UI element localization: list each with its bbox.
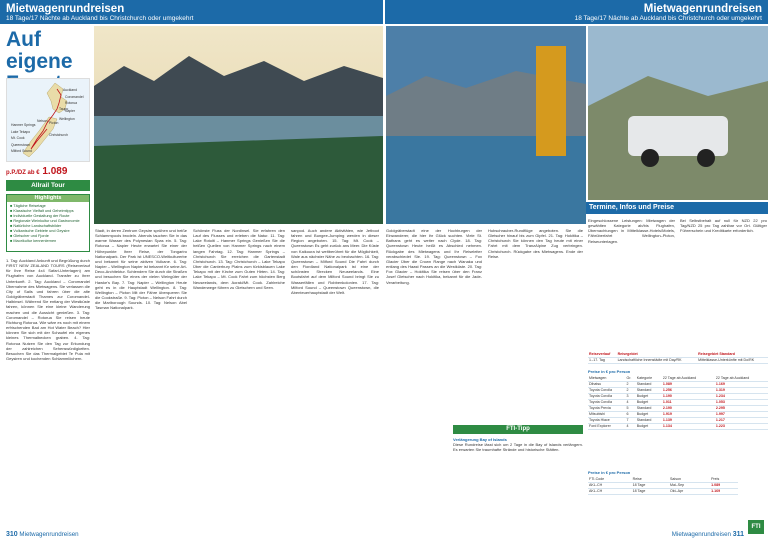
text-column-6: Hubschrauber-Rundflüge angeboten. Sie die Gletscher hinauf bis zum Gipfel. 21. Tag: Hokitika – Christchurch Sie können den Tag heute mit einer Fahrt mit dem TranzAlpine Zug verbringen. Christchurch. Rückgabe des Mietwagens. Ende der Reise.	[488, 228, 583, 259]
cell: 2.295	[715, 406, 768, 412]
cell: Standard	[636, 388, 662, 394]
text-column-4: sanpod. Auch andere Aktivitäten, wie Jetboot fahren und Bungee-Jumping werden in dieser Region angeboten. 15. Tag: Mt. Cook – Queenstown Es geht zurück ans Meer. Die Küste von Kaikoura ist weltberühmt für die Möglichkeit, Wale aus nächster Nähe zu beobachten. 16. Tag: Queenstown – Milford Sound Die Fahrt durch den Fiordland Nationalpark ist eine der schönsten Strecken Neuseelands. Eine Bootsfahrt auf dem Milford Sound bringt Sie zu Wasserfällen und Robbenkolonien. 17. Tag: Milford Sound – Queenstown Queenstown, die Abenteuerhauptstadt der Welt.	[291, 228, 379, 295]
cell: Budget	[636, 394, 662, 400]
map-label: Wellington	[59, 117, 75, 121]
highlight-item: ■ Gletscher und Fjorde	[10, 234, 86, 239]
text-column-1: 1. Tag: Auckland Ankunft und Begrüßung durch FIRST NEW ZEALAND TOURS (Reiseverlauf für Ihre Reise 4x4 Safari-Unterlagen) am Flughafen von Auckland. Transfer zu Ihrer Unterkunft. 2. Tag: Auckland – Coromandel Übernahme des Mietwagens. Sie verlassen die City of Sails und fahren über die alte Goldgräberstadt Thames zur Coromandel-Halbinsel. Während Sie entlang der Westküste fahren, können Sie eine kleine Wanderung machen und die Aussicht genießen. 3. Tag: Coromandel – Rotorua Sie reisen heute Richtung Rotorua. Wie wäre es noch mit einem erfrischenden Bad am Hot Water Beach? Hier können Sie sich mit der Schaufel ein eigenes kleines Thermalbecken graben. 4. Tag: Rotorua Nutzen Sie den Tag zur Erkundung der zahlreichen Sehenswürdigkeiten. Besuchen Sie das Thermalgebiet Te Puia mit Geysiren und kochenden Schlammlöchern.	[6, 258, 90, 361]
cell: 1.217	[715, 418, 768, 424]
cell: 1.169	[715, 382, 768, 388]
fti-tip-subtitle: Verlängerung Bay of Islands	[453, 437, 507, 442]
cell: Mai–Sep	[669, 483, 710, 489]
header-left-title: Mietwagenrundreisen	[6, 3, 125, 15]
cell: Budget	[636, 424, 662, 430]
cell: 1.919	[662, 412, 715, 418]
cell: 4	[626, 400, 636, 406]
table-row	[588, 489, 738, 495]
cell: 2.190	[662, 406, 715, 412]
terms-right: Bei Selbstbehalt auf null für NZD 22 pro Tag/NZD 25 pro Tag zahlbar vor Ort. Gültiger Führerschein und Kreditkarte erforderlich.	[680, 218, 767, 234]
cell: Mitsubishi	[588, 412, 626, 418]
map-label: Milford Sound	[11, 149, 32, 153]
overview-cell: Mittelklasse-Unterkünfte mit Do/RK	[697, 358, 768, 364]
cell: Toyota Previa	[588, 406, 626, 412]
route-map	[6, 78, 90, 162]
page-number-left: 310	[6, 531, 18, 538]
cell: Toyota Corolla	[588, 388, 626, 394]
autumn-image	[386, 26, 586, 224]
cell: Standard	[636, 418, 662, 424]
fti-tip-text: Diese Rundreise lässt sich um 2 Tage in die Bay of Islands verlängern. Es erwarten Sie traumhafte Strände und historische Stätten.	[453, 442, 583, 453]
map-label: Mt. Cook	[11, 136, 25, 140]
cell: Toyota Hiace	[588, 418, 626, 424]
cell: 1.997	[715, 412, 768, 418]
price2-header: Saison	[669, 477, 710, 483]
price2-title: Preise in € pro Person	[588, 470, 631, 475]
price2-header: Preis	[710, 477, 738, 483]
cell: 5	[626, 406, 636, 412]
terms-bar: Termine, Infos und Preise	[586, 202, 768, 214]
highlight-item: ■ Vulkanische Gebiete und Geysire	[10, 229, 86, 234]
cell: AKL-CH	[588, 483, 632, 489]
header-left	[0, 0, 383, 24]
page-number-right: 311	[732, 531, 744, 538]
cell: 1.011	[662, 400, 715, 406]
map-label: Rotorua	[65, 101, 78, 105]
cell: AKL-CH	[588, 489, 632, 495]
cell: 18 Tage	[632, 483, 669, 489]
cell: Toyota Corolla	[588, 394, 626, 400]
cell: Standard	[636, 382, 662, 388]
map-label: Lake Tekapo	[11, 130, 31, 134]
cell: 2	[626, 382, 636, 388]
map-label: Christchurch	[49, 133, 69, 137]
cell: 7	[626, 418, 636, 424]
price-header: Kategorie	[636, 376, 662, 382]
header-right-title: Mietwagenrundreisen	[643, 3, 762, 15]
table-row	[588, 424, 768, 430]
overview-header: Reisegebiet Standard	[697, 352, 768, 358]
price-prefix: p.P./DZ ab €	[6, 170, 40, 176]
cell: 2	[626, 388, 636, 394]
cell: 1.234	[715, 394, 768, 400]
cell: Budget	[636, 400, 662, 406]
price2-header: Reise	[632, 477, 669, 483]
text-column-2: Stadt, in deren Zentrum Geysire sprühen und heiße Schlammpools brodeln. Abends tauchen Sie in das warme Wasser des Polynesian Spas ein. 5. Tag: Rotorua – Napier Heute erwartet Sie einer der Höhepunkte Ihrer Reise, der Tongariro Nationalpark. Der Park ist UNESCO-Weltkulturerbe und bekannt für seine aktiven Vulkane. 6. Tag: Napier – Wellington Napier ist bekannt für seine Art-Deco-Architektur. Schlendern Sie durch die Straßen und besuchen Sie eines der vielen Weingüter der Hawke's Bay. 7. Tag: Napier – Wellington Heute geht es in die Hauptstadt Wellington. 8. Tag: Wellington – Picton Mit der Fähre überqueren Sie die Cookstraße. 9. Tag: Picton – Nelson Fahrt durch die Marlborough Sounds. 10. Tag: Nelson Abel Tasman Nationalpark.	[95, 228, 187, 311]
price2-table	[588, 477, 738, 495]
price-header: 22 Tage ab Auckland	[715, 376, 768, 382]
car-image	[588, 26, 768, 200]
price-header: Gr.	[626, 376, 636, 382]
map-label: Picton	[49, 121, 59, 125]
landscape-photo-left	[94, 26, 383, 224]
cell: 4	[626, 424, 636, 430]
map-label: Hanmer Springs	[11, 123, 36, 127]
tour-bar: Allrail Tour	[6, 180, 90, 191]
highlights-heading: Highlights	[7, 195, 89, 202]
price-table	[588, 376, 768, 430]
map-label: Taupo	[59, 107, 69, 111]
text-column-3: Schönste Fluss der Nordinsel. Sie erfahren den Lauf des Flusses und erleben die Natur. 11. Tag: Lake Rotoiti – Hanmer Springs Genießen Sie die heißen Quellen von Hanmer Springs nach einem langen Fahrtag. 12. Tag: Hanmer Springs – Christchurch Sie erreichen die Gartenstadt Christchurch. 13. Tag: Christchurch – Lake Tekapo Über die Canterbury Plains zum türkisblauen Lake Tekapo mit der Kirche zum Guten Hirten. 14. Tag: Lake Tekapo – Mt. Cook Fahrt zum höchsten Berg Neuseelands, dem Aoraki/Mt. Cook. Zahlreiche Wanderwege führen zu Gletschern und Seen.	[193, 228, 285, 290]
price-table-title: Preise in € pro Person	[588, 369, 631, 374]
header-right	[385, 0, 768, 24]
cell: 1.169	[710, 489, 738, 495]
map-label: Auckland	[63, 88, 77, 92]
overview-header: Reisegebiet	[617, 352, 698, 358]
cell: 1.223	[715, 424, 768, 430]
map-label: Queenstown	[11, 143, 31, 147]
overview-table	[588, 352, 768, 364]
highlight-item: ■ Regionale Weinkultur und Gastronomie	[10, 219, 86, 224]
cell: 1.190	[662, 394, 715, 400]
lake-mountain-image	[94, 26, 383, 224]
cell: Standard	[636, 406, 662, 412]
map-label: Nelson	[37, 119, 48, 123]
cell: 1.134	[662, 424, 715, 430]
fti-tip-bar: FTI-Tipp	[453, 425, 583, 434]
price-badge	[6, 166, 90, 178]
cell: 1.089	[710, 483, 738, 489]
price2-header: FTI-Code	[588, 477, 632, 483]
cell: 1.256	[662, 388, 715, 394]
fti-tip-box	[453, 437, 583, 521]
cell: Budget	[636, 412, 662, 418]
overview-header: Reiseverlauf	[588, 352, 617, 358]
cell: 3	[626, 394, 636, 400]
map-label: Napier	[65, 109, 75, 113]
fti-logo: FTI	[748, 520, 764, 534]
terms-intro: Eingeschlossene Leistungen: Mietwagen der gewählten Kategorie ab/bis Flughafen, Übernachtungen in Mittelklasse-Hotels/Motels, Fährüberfahrt Wellington–Picton, Reiseunterlagen.	[588, 218, 675, 244]
car-photo	[588, 26, 768, 200]
header-left-subtitle: 18 Tage/17 Nächte ab Auckland bis Christchurch oder umgekehrt	[6, 15, 194, 22]
footer-right-label: Mietwagenrundreisen	[671, 531, 731, 538]
price-header: Mietwagen	[588, 376, 626, 382]
overview-cell: Landschaftliche Innenstädte mit Day/RK	[617, 358, 698, 364]
footer-left-label: Mietwagenrundreisen	[19, 531, 79, 538]
highlight-item: ■ Klassische Vielfalt und Geheimtipps	[10, 209, 86, 214]
highlights-list	[7, 202, 89, 246]
highlight-item: ■ Natürliche Landschaftsbilder	[10, 224, 86, 229]
text-column-5: Goldgräberstadt eine der Hochburgen der Einwanderer, die hier ihr Glück suchten. Viele St. Bathans geht es weiter nach Clyde. 18. Tag: Queenstown Heute heißt es Abschied nehmen. Rückgabe des Mietwagens und Ihr Reiseleiter verabschiedet Sie. 19. Tag: Queenstown – Fox Glacier Über die Crown Range nach Wanaka und entlang des Haast Passes an die Westküste. 20. Tag: Fox Glacier – Hokitika Sie reisen über den Franz Josef Gletscher nach Hokitika, bekannt für die Jade-Verarbeitung.	[386, 228, 482, 285]
cell: 1.089	[662, 382, 715, 388]
highlight-item: ■ Tägliche Reisetage	[10, 204, 86, 209]
cell: Toyota Corolla	[588, 400, 626, 406]
cell: 18 Tage	[632, 489, 669, 495]
highlight-item: ■ Individuelle Gestaltung der Route	[10, 214, 86, 219]
page-title: Auf eigene	[6, 28, 73, 73]
highlight-item: ■ Maorikultur kennenlernen	[10, 239, 86, 244]
cell: 1.319	[715, 388, 768, 394]
highlights-box	[6, 194, 90, 252]
footer-right	[672, 531, 744, 538]
cell: 1.053	[715, 400, 768, 406]
header-right-subtitle: 18 Tage/17 Nächte ab Auckland bis Christchurch oder umgekehrt	[574, 15, 762, 22]
price-header: 22 Tage ab Auckland	[662, 376, 715, 382]
cell: 6	[626, 412, 636, 418]
price-value: 1.089	[42, 166, 68, 177]
map-label: Coromandel	[65, 95, 84, 99]
cell: Ford Explorer	[588, 424, 626, 430]
footer-left	[6, 531, 79, 538]
overview-cell: 1.-17. Tag	[588, 358, 617, 364]
autumn-lake-photo	[386, 26, 586, 224]
cell: 1.139	[662, 418, 715, 424]
cell: Dihatsu	[588, 382, 626, 388]
cell: Okt–Apr	[669, 489, 710, 495]
